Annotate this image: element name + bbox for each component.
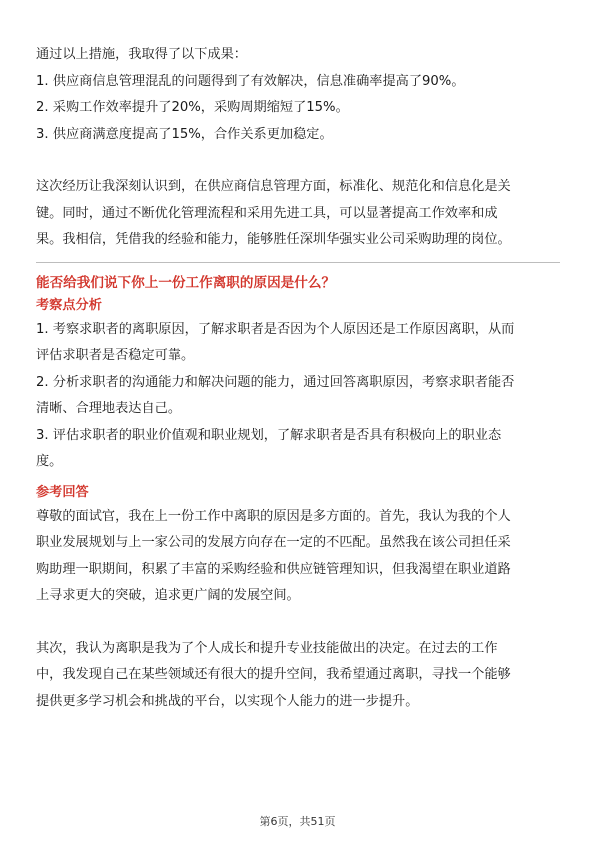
text-line: 上寻求更大的突破，追求更广阔的发展空间。	[36, 588, 300, 603]
section-divider	[36, 262, 560, 263]
text-line: 通过以上措施，我取得了以下成果：	[36, 47, 247, 62]
text-line: 2. 分析求职者的沟通能力和解决问题的能力，通过回答离职原因，考察求职者能否	[36, 374, 515, 390]
analysis-heading: 考察点分析	[36, 297, 102, 313]
text-line: 提供更多学习机会和挑战的平台，以实现个人能力的进一步提升。	[36, 693, 419, 709]
text-line: 果。我相信，凭借我的经验和能力，能够胜任深圳华强实业公司采购助理的岗位。	[36, 232, 511, 247]
page-content	[36, 42, 560, 715]
text-line: 清晰、合理地表达自己。	[36, 401, 182, 416]
text-line: 尊敬的面试官，我在上一份工作中离职的原因是多方面的。首先，我认为我的个人	[36, 508, 511, 524]
text-line: 中，我发现自己在某些领域还有很大的提升空间，我希望通过离职，寻找一个能够	[36, 667, 511, 682]
text-line: 度。	[36, 454, 63, 469]
text-line: 购助理一职期间，积累了丰富的采购经验和供应链管理知识，但我渴望在职业道路	[36, 561, 511, 577]
text-line: 1. 考察求职者的离职原因，了解求职者是否因为个人原因还是工作原因离职，从而	[36, 321, 515, 337]
text-line: 3. 评估求职者的职业价值观和职业规划，了解求职者是否具有积极向上的职业态	[36, 427, 502, 443]
text-line: 职业发展规划与上一家公司的发展方向存在一定的不匹配。虽然我在该公司担任采	[36, 535, 511, 550]
text-line: 评估求职者是否稳定可靠。	[36, 348, 195, 363]
question-heading: 能否给我们说下你上一份工作离职的原因是什么？	[36, 274, 336, 291]
answer-heading: 参考回答	[36, 484, 89, 500]
text-line: 1. 供应商信息管理混乱的问题得到了有效解决，信息准确率提高了90%。	[36, 73, 465, 89]
paragraph-gap	[36, 610, 560, 636]
text-line: 这次经历让我深刻认识到，在供应商信息管理方面，标准化、规范化和信息化是关	[36, 179, 511, 194]
text-line: 2. 采购工作效率提升了20%，采购周期缩短了15%。	[36, 100, 349, 115]
page-number: 第6页，共51页	[259, 815, 336, 828]
text-line: 键。同时，通过不断优化管理流程和采用先进工具，可以显著提高工作效率和成	[36, 205, 498, 221]
paragraph-gap	[36, 148, 560, 174]
text-line: 3. 供应商满意度提高了15%，合作关系更加稳定。	[36, 126, 333, 142]
text-line: 其次，我认为离职是我为了个人成长和提升专业技能做出的决定。在过去的工作	[36, 640, 498, 656]
